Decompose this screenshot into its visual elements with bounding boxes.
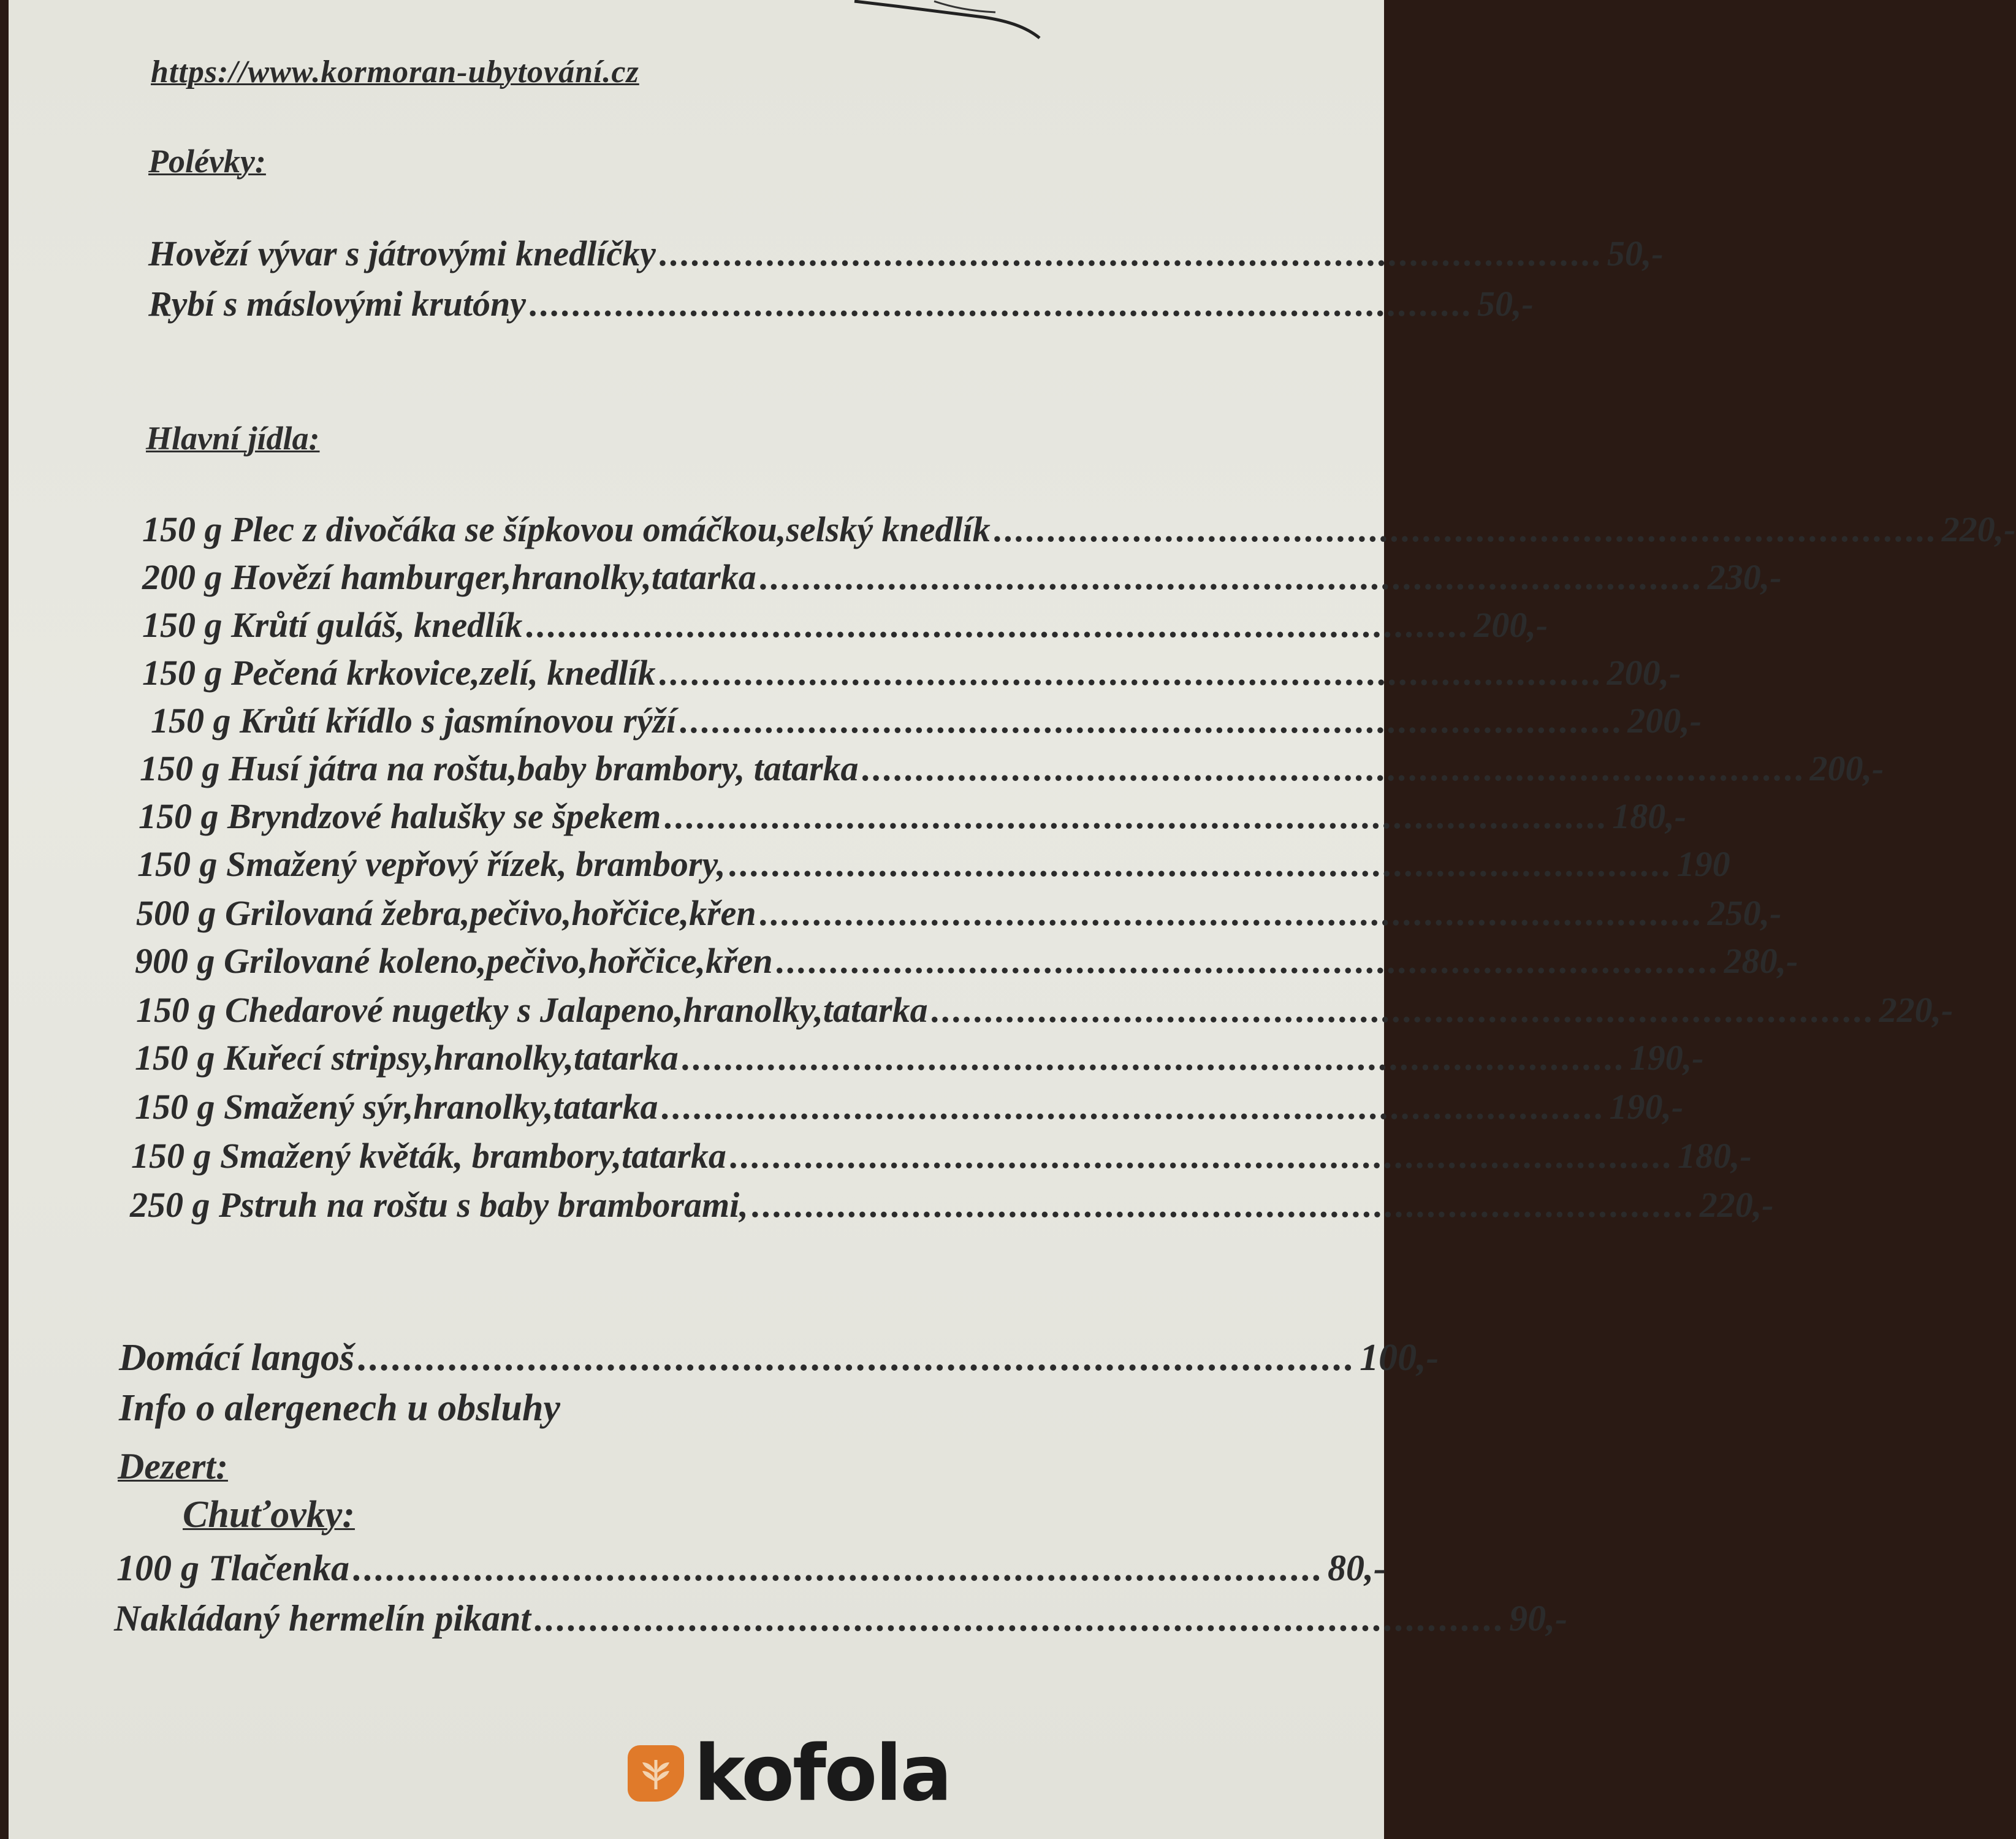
menu-item: 500 g Grilovaná žebra,pečivo,hořčice,křen ........................................................................................ 250,- [136, 893, 1782, 933]
kofola-logo [628, 1728, 951, 1818]
website-url: https://www.kormoran-ubytování.cz [151, 55, 639, 89]
leaf-icon [628, 1745, 684, 1802]
menu-item: Nakládaný hermelín pikant ........................................................................................ 90,- [114, 1598, 1568, 1639]
dot-leader: ........................................................................................ [680, 701, 1624, 741]
menu-item: 150 g Smažený sýr,hranolky,tatarka ........................................................................................ 190,- [135, 1087, 1684, 1127]
menu-item-langos: Domácí langoš ........................................................................................ 100,- [119, 1337, 1439, 1379]
dot-leader: ........................................................................................ [358, 1337, 1356, 1379]
mains-heading: Hlavní jídla: [146, 420, 320, 457]
menu-item: 150 g Plec z divočáka se šípkovou omáčkou,selský knedlík ........................................................................................ 220,- [142, 509, 2016, 549]
menu-item: 900 g Grilované koleno,pečivo,hořčice,křen ........................................................................................ 280,- [135, 941, 1798, 981]
dot-leader: ........................................................................................ [659, 653, 1603, 693]
dot-leader: ........................................................................................ [534, 1598, 1506, 1639]
dot-leader: ........................................................................................ [682, 1038, 1626, 1078]
dot-leader: ........................................................................................ [776, 941, 1721, 981]
dot-leader: ........................................................................................ [352, 1548, 1324, 1588]
menu-item: 150 g Pečená krkovice,zelí, knedlík ........................................................................................ 200,- [142, 653, 1681, 693]
dot-leader: ........................................................................................ [931, 990, 1876, 1030]
snacks-heading: Chuťovky: [183, 1494, 355, 1536]
dot-leader: ........................................................................................ [759, 893, 1704, 933]
menu-item: 150 g Krůtí křídlo s jasmínovou rýží ........................................................................................ 200,- [151, 701, 1702, 741]
dot-leader: ........................................................................................ [526, 605, 1470, 645]
dot-leader: ........................................................................................ [759, 557, 1704, 597]
menu-item: Hovězí vývar s játrovými knedlíčky ........................................................................................ 50,- [148, 234, 1664, 273]
menu-item: 150 g Smažený vepřový řízek, brambory, ........................................................................................ 190 [137, 844, 1730, 884]
menu-page [9, 0, 2016, 1839]
logo-wordmark: kofola [694, 1728, 951, 1818]
menu-item: 200 g Hovězí hamburger,hranolky,tatarka ........................................................................................ 230,- [142, 557, 1782, 597]
menu-item: 250 g Pstruh na roštu s baby bramborami, ........................................................................................ 220,- [130, 1185, 1774, 1225]
dot-leader: ........................................................................................ [751, 1185, 1696, 1225]
soups-heading: Polévky: [148, 143, 266, 180]
allergens-note: Info o alergenech u obsluhy [119, 1387, 560, 1429]
menu-item: 150 g Kuřecí stripsy,hranolky,tatarka ........................................................................................ 190,- [135, 1038, 1704, 1078]
menu-item: 150 g Bryndzové halušky se špekem ........................................................................................ 180,- [139, 796, 1687, 836]
dot-leader: ........................................................................................ [661, 1087, 1606, 1127]
menu-item: 150 g Chedarové nugetky s Jalapeno,hranolky,tatarka ........................................................................................ 220,- [136, 990, 1953, 1030]
menu-item: 150 g Smažený květák, brambory,tatarka ........................................................................................ 180,- [131, 1136, 1752, 1176]
menu-item: 100 g Tlačenka ........................................................................................ 80,- [116, 1548, 1386, 1588]
dot-leader: ........................................................................................ [530, 284, 1474, 324]
menu-item: Rybí s máslovými krutóny ........................................................................................ 50,- [148, 284, 1534, 324]
dot-leader: ........................................................................................ [664, 796, 1609, 836]
dot-leader: ........................................................................................ [994, 509, 1938, 549]
sketch-illustration [848, 0, 1044, 43]
menu-item: 150 g Krůtí guláš, knedlík ........................................................................................ 200,- [142, 605, 1548, 645]
dot-leader: ........................................................................................ [729, 844, 1673, 884]
dessert-heading: Dezert: [118, 1446, 228, 1487]
dot-leader: ........................................................................................ [862, 748, 1806, 788]
menu-item: 150 g Husí játra na roštu,baby brambory, tatarka ........................................................................................ 200,- [140, 748, 1884, 788]
dot-leader: ........................................................................................ [659, 234, 1603, 273]
dot-leader: ........................................................................................ [729, 1136, 1674, 1176]
